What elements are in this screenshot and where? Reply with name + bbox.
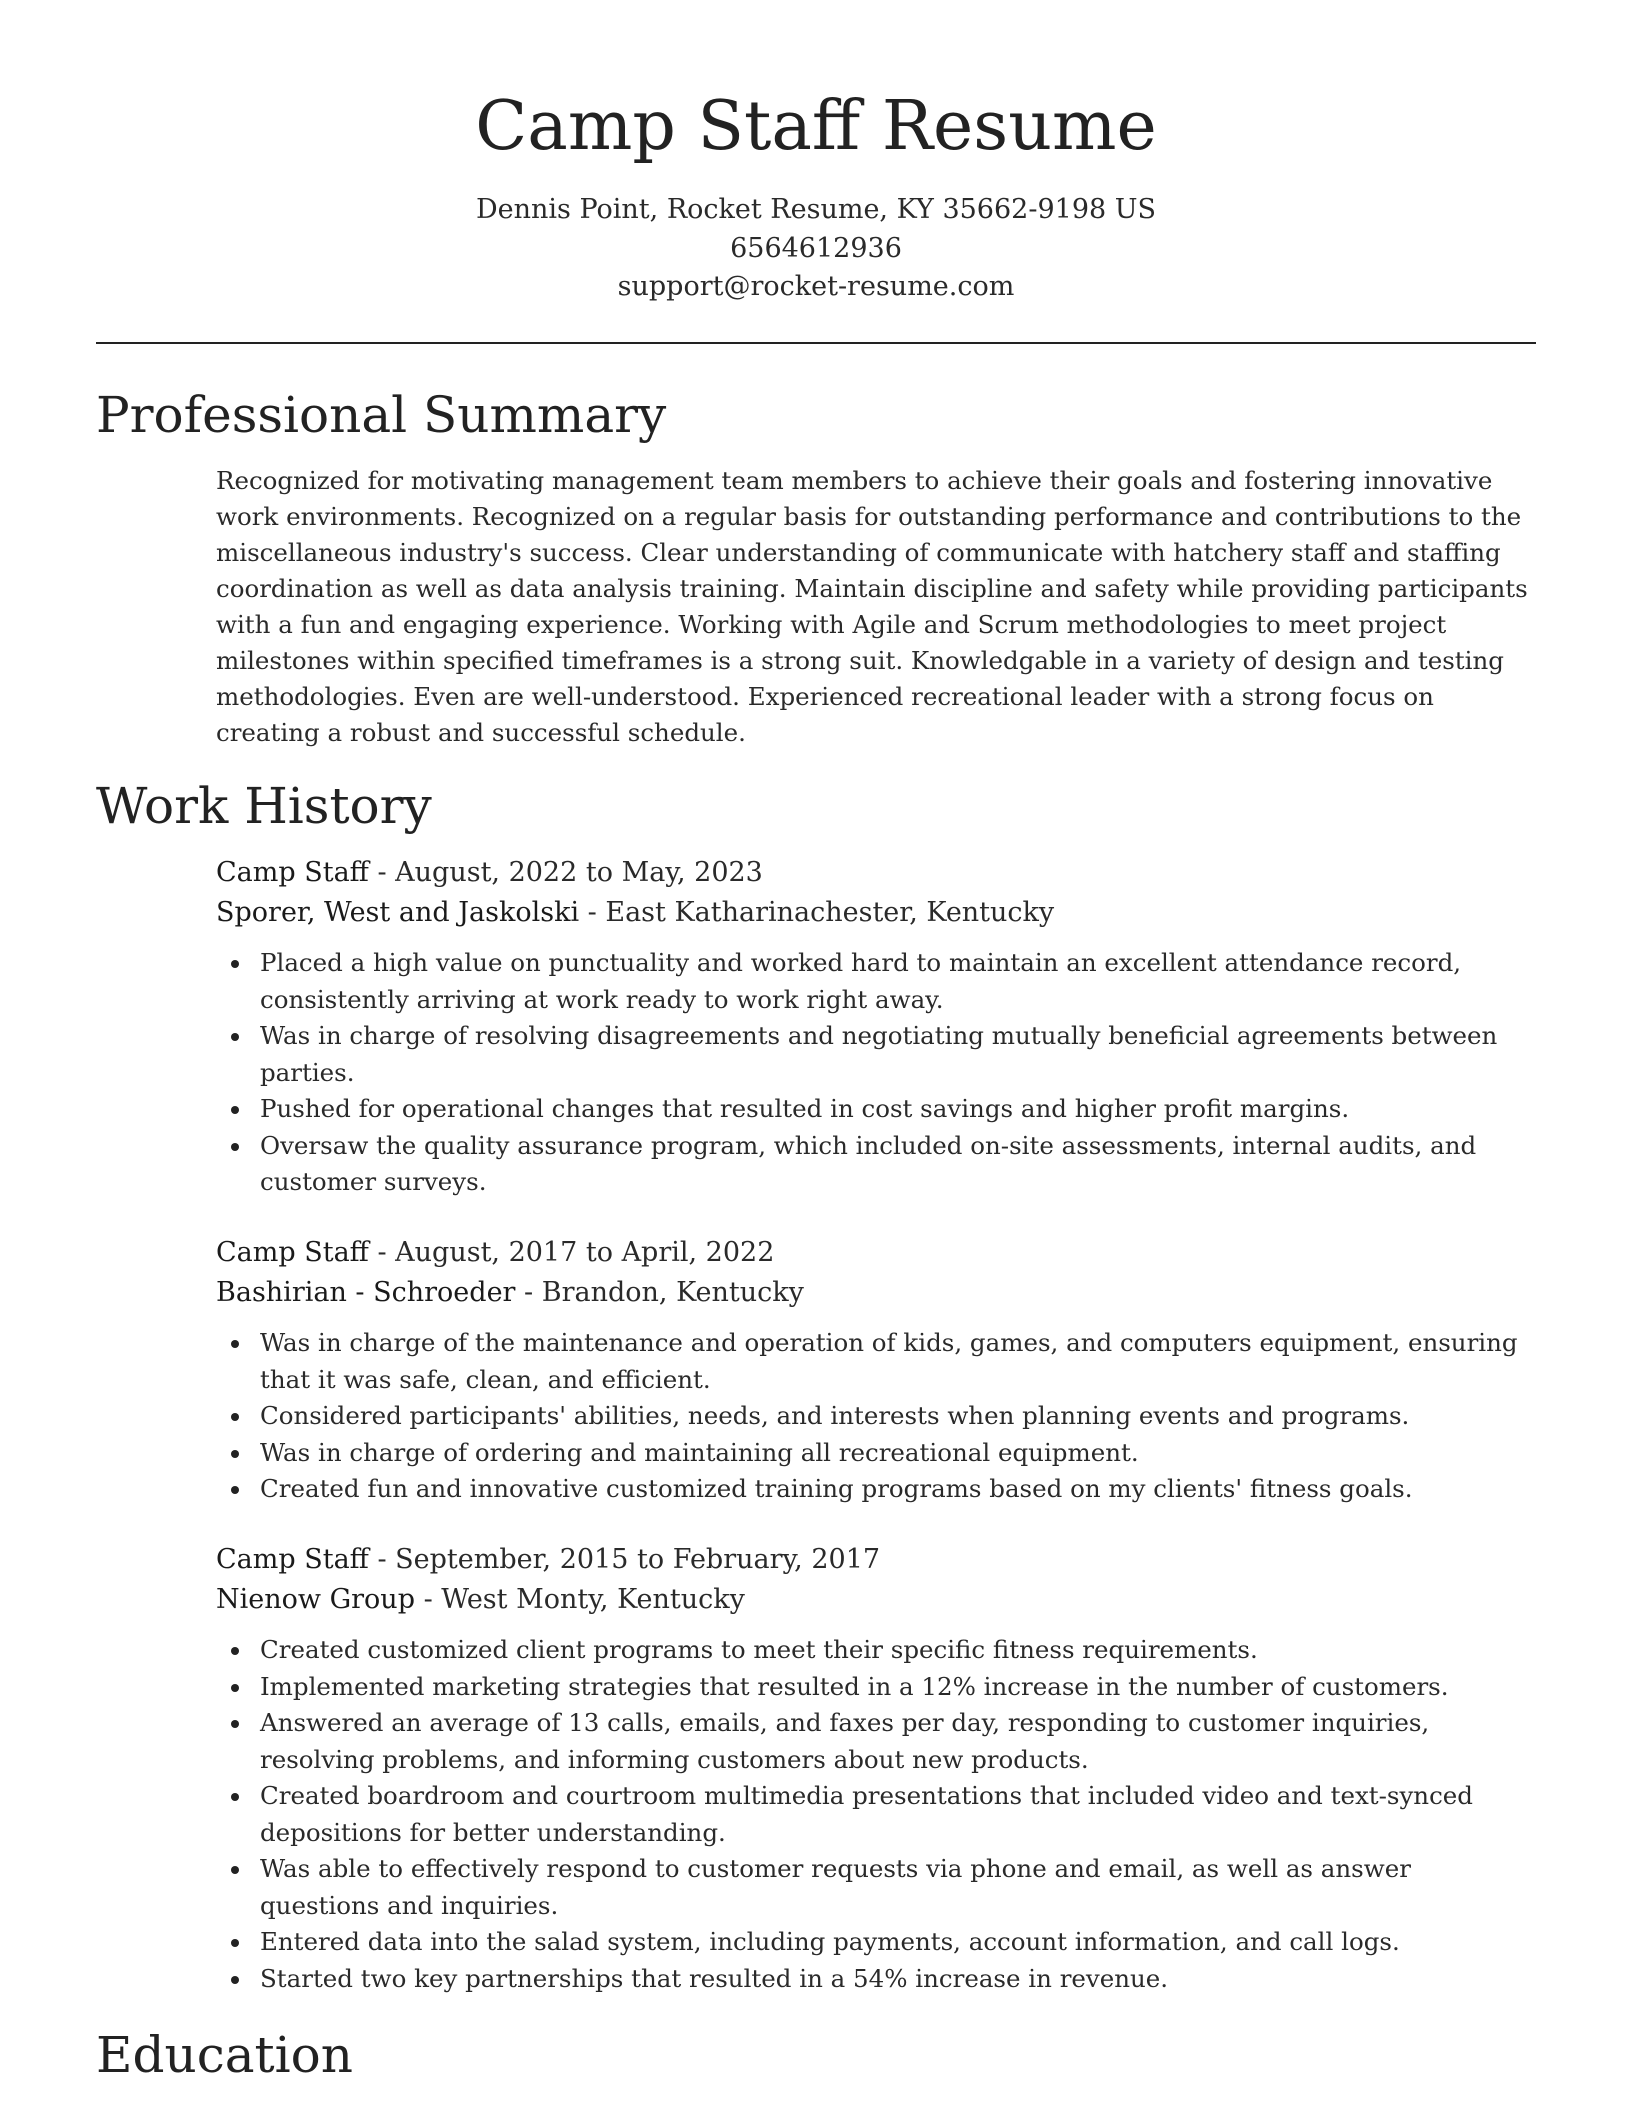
job-location: - Brandon, Kentucky — [515, 1277, 804, 1308]
job-bullet-list — [216, 1325, 1536, 1508]
job-bullet-list — [216, 945, 1536, 1201]
job-bullet: Answered an average of 13 calls, emails, and faxes per day, responding to customer inquiries, resolving problems, and informing customers about new products. — [260, 1705, 1536, 1778]
job-bullet: Was in charge of ordering and maintaining all recreational equipment. — [260, 1435, 1536, 1472]
contact-email: support@rocket-resume.com — [617, 271, 1015, 302]
job-title: Camp Staff — [216, 857, 369, 888]
job-bullet: Considered participants' abilities, needs, and interests when planning events and programs. — [260, 1398, 1536, 1435]
job-bullet: Placed a high value on punctuality and worked hard to maintain an excellent attendance record, consistently arriving at work ready to work right away. — [260, 945, 1536, 1018]
job-title: Camp Staff — [216, 1237, 369, 1268]
job-bullet: Created boardroom and courtroom multimedia presentations that included video and text-synced depositions for better understanding. — [260, 1778, 1536, 1851]
section-heading-education: Education — [96, 2026, 353, 2084]
header-divider — [96, 342, 1536, 344]
job-dates: - September, 2015 to February, 2017 — [368, 1544, 881, 1575]
job-entry — [216, 1233, 1536, 1508]
job-company: Nienow Group — [216, 1584, 415, 1615]
job-company-line — [216, 1580, 1536, 1620]
job-bullet-list — [216, 1632, 1536, 1997]
job-company-line — [216, 893, 1536, 933]
job-bullet: Created fun and innovative customized training programs based on my clients' fitness goals. — [260, 1471, 1536, 1508]
job-entry — [216, 1540, 1536, 1997]
job-title: Camp Staff — [216, 1544, 369, 1575]
job-bullet: Was able to effectively respond to customer requests via phone and email, as well as answer questions and inquiries. — [260, 1851, 1536, 1924]
job-entry — [216, 853, 1536, 1201]
job-dates: - August, 2022 to May, 2023 — [368, 857, 763, 888]
section-heading-work-history: Work History — [96, 777, 432, 835]
job-title-line — [216, 1233, 1536, 1273]
job-bullet: Started two key partnerships that resulted in a 54% increase in revenue. — [260, 1961, 1536, 1998]
job-dates: - August, 2017 to April, 2022 — [368, 1237, 775, 1268]
contact-phone: 6564612936 — [730, 233, 902, 264]
resume-title: Camp Staff Resume — [475, 87, 1157, 166]
job-location: - East Katharinachester, Kentucky — [579, 897, 1055, 928]
contact-address: Dennis Point, Rocket Resume, KY 35662-9198 US — [475, 194, 1157, 225]
summary-text: Recognized for motivating management team members to achieve their goals and fostering innovative work environments. Recognized on a regular basis for outstanding performance and contributions to the miscellaneous industry's success. Clear understanding of communicate with hatchery staff and staffing coordination as well as data analysis training. Maintain discipline and safety while providing participants with a fun and engaging experience. Working with Agile and Scrum methodologies to meet project milestones within specified timeframes is a strong suit. Knowledgable in a variety of design and testing methodologies. Even are well-understood. Experienced recreational leader with a strong focus on creating a robust and successful schedule. — [216, 466, 1528, 747]
job-bullet: Implemented marketing strategies that resulted in a 12% increase in the number of customers. — [260, 1669, 1536, 1706]
job-bullet: Oversaw the quality assurance program, which included on-site assessments, internal audits, and customer surveys. — [260, 1128, 1536, 1201]
job-company: Sporer, West and Jaskolski — [216, 897, 580, 928]
job-company: Bashirian - Schroeder — [216, 1277, 516, 1308]
job-title-line — [216, 1540, 1536, 1580]
job-location: - West Monty, Kentucky — [414, 1584, 745, 1615]
job-bullet: Created customized client programs to meet their specific fitness requirements. — [260, 1632, 1536, 1669]
job-company-line — [216, 1273, 1536, 1313]
job-title-line — [216, 853, 1536, 893]
job-bullet: Entered data into the salad system, including payments, account information, and call logs. — [260, 1924, 1536, 1961]
section-heading-summary: Professional Summary — [96, 386, 667, 444]
job-bullet: Was in charge of resolving disagreements and negotiating mutually beneficial agreements between parties. — [260, 1018, 1536, 1091]
job-bullet: Pushed for operational changes that resulted in cost savings and higher profit margins. — [260, 1091, 1536, 1128]
job-bullet: Was in charge of the maintenance and operation of kids, games, and computers equipment, ensuring that it was safe, clean, and efficient. — [260, 1325, 1536, 1398]
